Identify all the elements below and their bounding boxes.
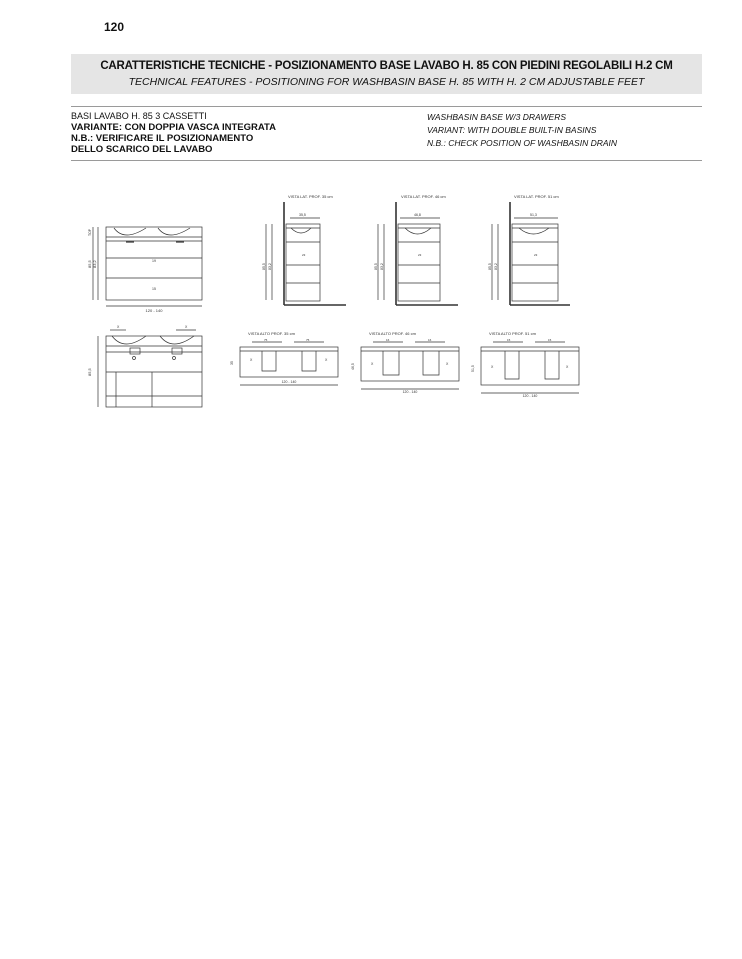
side-view-35	[262, 194, 346, 305]
top-view-51-mark-2: X	[566, 365, 569, 369]
top-view-51-basin-dim-1: 15	[507, 338, 511, 342]
top-view-51-label: VISTA ALTO PROF. 51 cm	[489, 331, 536, 336]
top-view-46-basin-dim-1: 16	[386, 338, 390, 342]
top-view-51-mark-1: X	[491, 365, 494, 369]
side-view-46	[374, 194, 458, 305]
desc-line-3: N.B.: VERIFICARE IL POSIZIONAMENTO	[71, 133, 254, 144]
front-top-label: TOP	[88, 228, 92, 236]
front-height-dim: 85,5	[87, 260, 92, 268]
side-view-51-label: VISTA LAT. PROF. 51 cm	[514, 194, 559, 199]
title-italian: CARATTERISTICHE TECNICHE - POSIZIONAMENTO BASE LAVABO H. 85 CON PIEDINI REGOLABILI H.2 CM	[100, 60, 673, 72]
front-height-dim-2: 83,2	[92, 260, 97, 268]
side-view-51	[488, 194, 570, 305]
front-section-mark-1: X	[117, 325, 120, 329]
side-view-46-height: 85,5	[374, 263, 378, 270]
top-view-35-depth: 35	[230, 361, 234, 365]
top-view-51-width: 120 - 140	[522, 394, 538, 398]
side-view-35-height-2: 83,2	[268, 263, 272, 270]
top-view-35-label: VISTA ALTO PROF. 35 cm	[248, 331, 295, 336]
top-view-46	[351, 331, 459, 394]
side-view-46-label: VISTA LAT. PROF. 46 cm	[401, 194, 446, 199]
front-section-height: 85,5	[87, 368, 92, 376]
side-view-51-height: 85,5	[488, 263, 492, 270]
front-section-view	[87, 325, 202, 407]
top-view-51-basin-dim-2: 15	[548, 338, 552, 342]
top-view-35-mark-1: X	[250, 358, 253, 362]
top-view-35-mark-2: X	[325, 358, 328, 362]
front-drawer-dim: 19	[152, 259, 156, 263]
top-view-35-basin-dim-2: 75	[306, 338, 310, 342]
top-view-46-width: 120 - 140	[402, 390, 418, 394]
top-view-46-basin-dim-2: 16	[428, 338, 432, 342]
side-view-35-dim: 35,5	[299, 213, 306, 217]
top-view-35-width: 120 - 140	[281, 380, 297, 384]
desc-en-line-2: VARIANT: WITH DOUBLE BUILT-IN BASINS	[427, 125, 597, 135]
side-view-46-dim: 46,8	[414, 213, 421, 217]
side-view-46-height-2: 83,2	[380, 263, 384, 270]
side-view-35-label: VISTA LAT. PROF. 35 cm	[288, 194, 333, 199]
desc-en-line-1: WASHBASIN BASE W/3 DRAWERS	[427, 112, 567, 122]
front-view	[87, 227, 202, 313]
top-view-46-mark-1: X	[371, 362, 374, 366]
desc-line-4: DELLO SCARICO DEL LAVABO	[71, 144, 213, 155]
top-view-51-depth: 51,5	[471, 365, 475, 372]
desc-line-1: BASI LAVABO H. 85 3 CASSETTI	[71, 111, 207, 121]
top-view-51	[471, 331, 579, 398]
top-view-35-basin-dim-1: 75	[264, 338, 268, 342]
side-view-35-height: 85,5	[262, 263, 266, 270]
front-section-mark-2: X	[185, 325, 188, 329]
side-view-51-height-2: 83,2	[494, 263, 498, 270]
side-view-51-dim: 51,3	[530, 213, 537, 217]
top-view-46-mark-2: X	[446, 362, 449, 366]
front-width-dim: 120 - 140	[145, 308, 163, 313]
side-view-35-drawer: 23	[302, 253, 306, 257]
top-view-35	[230, 331, 338, 385]
front-drawer-dim-2: 15	[152, 287, 156, 291]
side-view-51-drawer: 23	[534, 253, 538, 257]
side-view-46-drawer: 23	[418, 253, 422, 257]
top-view-46-depth: 46,5	[351, 363, 355, 370]
page-number: 120	[104, 20, 125, 34]
top-view-46-label: VISTA ALTO PROF. 46 cm	[369, 331, 416, 336]
desc-line-2: VARIANTE: CON DOPPIA VASCA INTEGRATA	[71, 122, 276, 133]
desc-en-line-3: N.B.: CHECK POSITION OF WASHBASIN DRAIN	[427, 138, 618, 148]
title-english: TECHNICAL FEATURES - POSITIONING FOR WASHBASIN BASE H. 85 WITH H. 2 CM ADJUSTABLE FEET	[128, 76, 645, 88]
